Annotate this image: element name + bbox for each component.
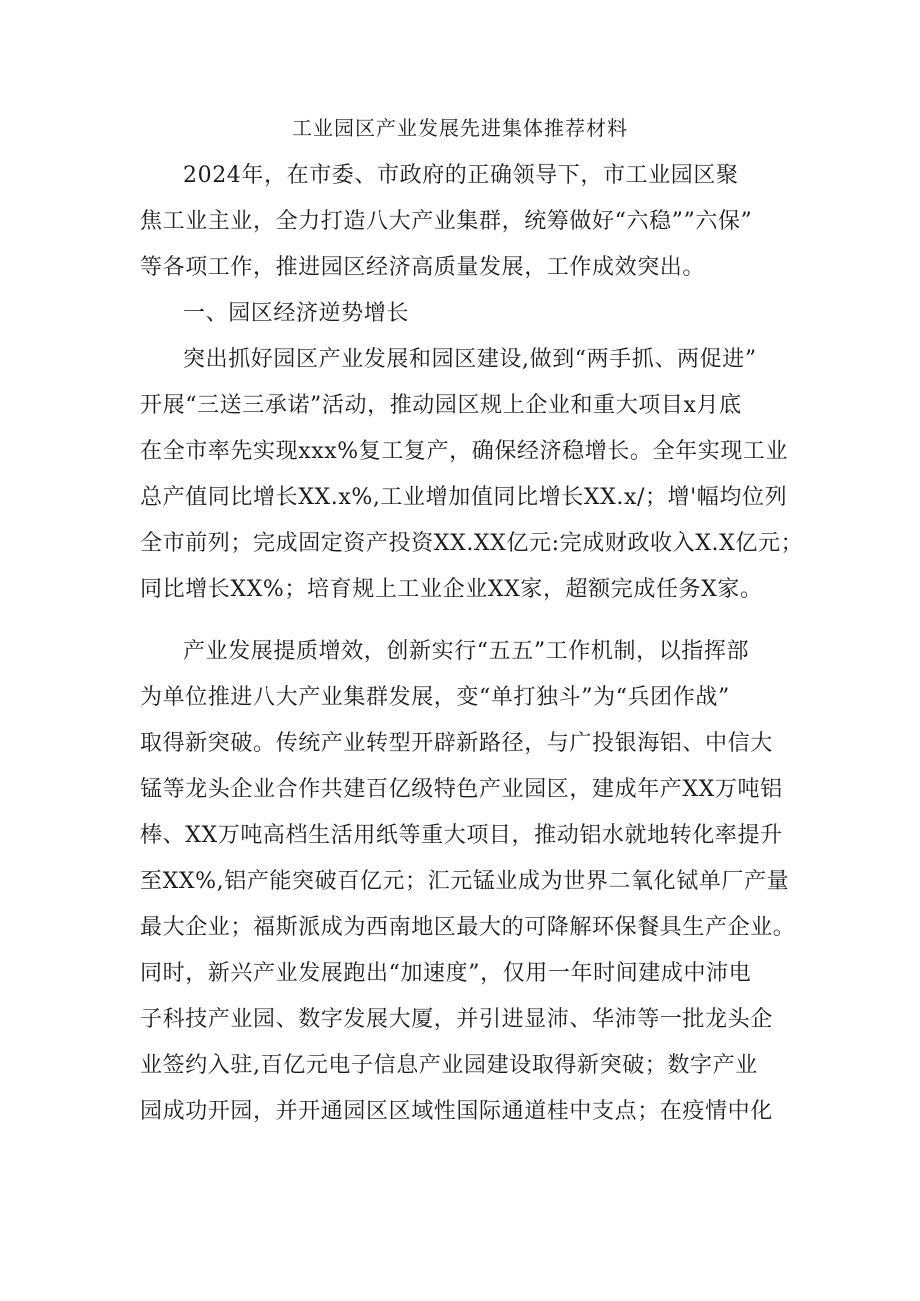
paragraph-line: 2024年，在市委、市政府的正确领导下，市工业园区聚 [183,163,739,188]
document-title: 工业园区产业发展先进集体推荐材料 [292,116,628,140]
paragraph-line: 子科技产业园、数字发展大厦，并引进显沛、华沛等一批龙头企 [140,1007,773,1032]
paragraph-line: 在全市率先实现xxx%复工复产，确保经济稳增长。全年实现工业 [140,439,789,464]
paragraph-line: 开展“三送三承诺”活动，推动园区规上企业和重大项目x月底 [140,393,742,418]
paragraph-line: 园成功开园，并开通园区区域性国际通道桂中支点；在疫情中化 [140,1099,773,1124]
paragraph-line: 同比增长XX%；培育规上工业企业XX家，超额完成任务X家。 [140,577,763,602]
paragraph-line: 取得新突破。传统产业转型开辟新路径，与广投银海铝、中信大 [140,731,773,756]
paragraph-line: 至XX%,铝产能突破百亿元；汇元锰业成为世界二氧化铽单厂产量 [140,869,790,894]
paragraph-line: 产业发展提质增效，创新实行“五五”工作机制，以指挥部 [183,639,750,664]
section-heading: 一、园区经济逆势增长 [183,301,410,326]
paragraph-line: 业签约入驻,百亿元电子信息产业园建设取得新突破；数字产业 [140,1053,758,1078]
paragraph-line: 全市前列；完成固定资产投资XX.XX亿元:完成财政收入X.X亿元； [140,531,804,556]
paragraph-line: 锰等龙头企业合作共建百亿级特色产业园区，建成年产XX万吨铝 [140,777,783,802]
paragraph-line: 最大企业；福斯派成为西南地区最大的可降解环保餐具生产企业。 [140,915,796,940]
paragraph-line: 为单位推进八大产业集群发展，变“单打独斗”为“兵团作战” [140,685,730,710]
paragraph-line: 突出抓好园区产业发展和园区建设,做到“两手抓、两促进” [183,347,757,372]
paragraph-line: 等各项工作，推进园区经济高质量发展，工作成效突出。 [140,255,706,280]
paragraph-line: 棒、XX万吨高档生活用纸等重大项目，推动铝水就地转化率提升 [140,823,783,848]
paragraph-line: 焦工业主业，全力打造八大产业集群，统筹做好“六稳””六保” [140,209,753,234]
paragraph-line: 同时，新兴产业发展跑出“加速度”，仅用一年时间建成中沛电 [140,961,752,986]
paragraph-line: 总产值同比增长XX.x%,工业增加值同比增长XX.x/；增'幅均位列 [140,485,788,510]
